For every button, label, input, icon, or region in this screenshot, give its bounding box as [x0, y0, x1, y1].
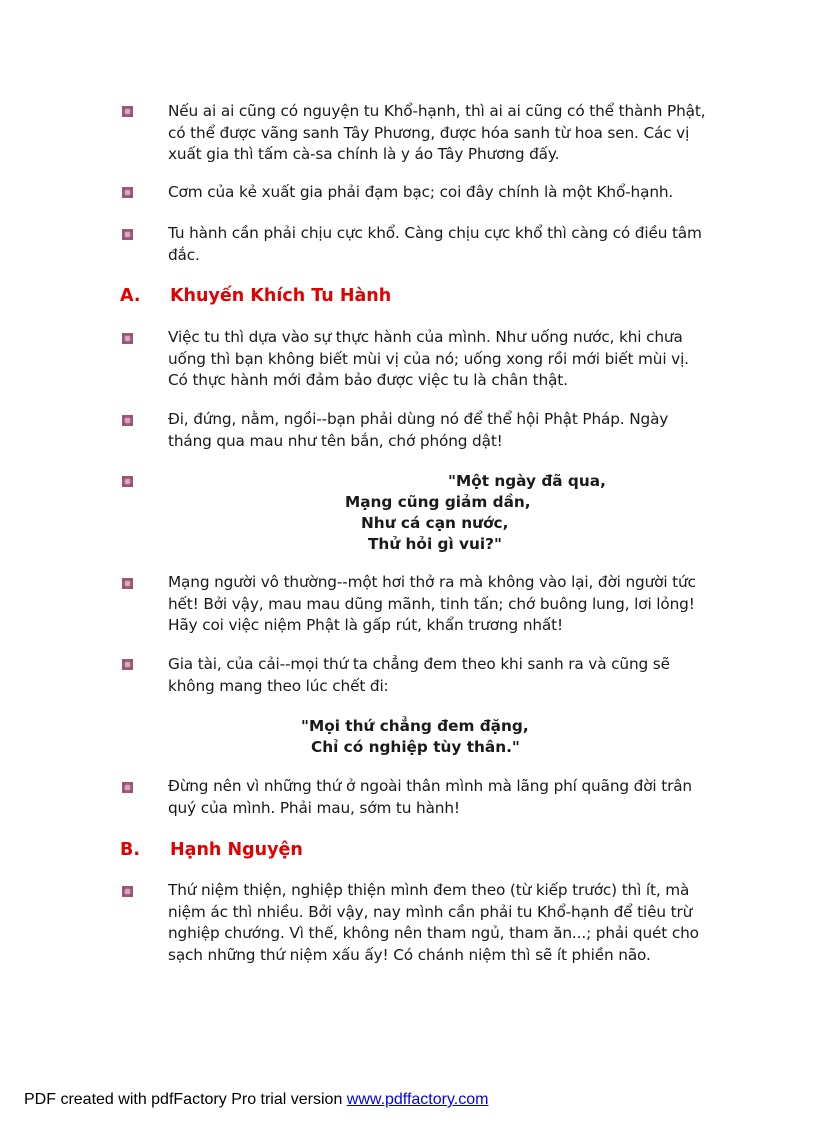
bullet-icon	[122, 187, 133, 198]
section-title: Khuyến Khích Tu Hành	[170, 286, 392, 306]
bullet-icon	[122, 886, 133, 897]
bullet-icon	[122, 415, 133, 426]
paragraph-text: Mạng người vô thường--một hơi thở ra mà không vào lại, đời người tức hết! Bởi vậy, mau mau dũng mãnh, tinh tấn; chớ buông lung, lơi lỏng! Hãy coi việc niệm Phật là gấp rút, khẩn trương nhất!	[168, 573, 696, 634]
bullet-icon	[122, 476, 133, 487]
paragraph-text: Gia tài, của cải--mọi thứ ta chẳng đem theo khi sanh ra và cũng sẽ không mang theo lúc chết đi:	[168, 655, 670, 695]
verse-line: "Mọi thứ chẳng đem đặng,	[301, 717, 529, 735]
paragraph	[168, 654, 713, 697]
paragraph	[168, 572, 713, 637]
paragraph	[168, 409, 713, 452]
bullet-icon	[122, 578, 133, 589]
bullet-icon	[122, 333, 133, 344]
paragraph	[168, 327, 713, 392]
paragraph	[168, 223, 713, 266]
section-letter: B.	[120, 840, 140, 860]
paragraph-text: Cơm của kẻ xuất gia phải đạm bạc; coi đây chính là một Khổ-hạnh.	[168, 183, 674, 201]
pdf-footer	[24, 1091, 488, 1109]
paragraph	[168, 776, 713, 819]
verse-line: Như cá cạn nước,	[361, 514, 509, 532]
bullet-icon	[122, 782, 133, 793]
bullet-icon	[122, 106, 133, 117]
paragraph	[168, 880, 713, 966]
paragraph-text: Đừng nên vì những thứ ở ngoài thân mình mà lãng phí quãng đời trân quý của mình. Phải mau, sớm tu hành!	[168, 777, 692, 817]
paragraph-text: Tu hành cần phải chịu cực khổ. Càng chịu cực khổ thì càng có điều tâm đắc.	[168, 224, 702, 264]
bullet-icon	[122, 659, 133, 670]
paragraph-text: Thứ niệm thiện, nghiệp thiện mình đem theo (từ kiếp trước) thì ít, mà niệm ác thì nhiều. Bởi vậy, nay mình cần phải tu Khổ-hạnh để tiêu trừ nghiệp chướng. Vì thế, không nên tham ngủ, tham ăn...; phải quét cho sạch những thứ niệm xấu ấy! Có chánh niệm thì sẽ ít phiền não.	[168, 881, 699, 964]
footer-text: PDF created with pdfFactory Pro trial version	[24, 1091, 347, 1108]
section-title: Hạnh Nguyện	[170, 840, 303, 860]
paragraph	[168, 182, 713, 204]
verse-line: Chỉ có nghiệp tùy thân."	[311, 738, 520, 756]
verse-line: Mạng cũng giảm dần,	[345, 493, 531, 511]
paragraph-text: Nếu ai ai cũng có nguyện tu Khổ-hạnh, thì ai ai cũng có thể thành Phật, có thể được vãng sanh Tây Phương, được hóa sanh từ hoa sen. Các vị xuất gia thì tấm cà-sa chính là y áo Tây Phương đấy.	[168, 102, 706, 163]
verse-line: Thử hỏi gì vui?"	[368, 535, 502, 553]
verse-line: "Một ngày đã qua,	[448, 472, 606, 490]
bullet-icon	[122, 229, 133, 240]
paragraph	[168, 101, 713, 166]
paragraph-text: Việc tu thì dựa vào sự thực hành của mình. Như uống nước, khi chưa uống thì bạn không biết mùi vị của nó; uống xong rồi mới biết mùi vị. Có thực hành mới đảm bảo được việc tu là chân thật.	[168, 328, 689, 389]
section-letter: A.	[120, 286, 141, 306]
paragraph-text: Đi, đứng, nằm, ngồi--bạn phải dùng nó để thể hội Phật Pháp. Ngày tháng qua mau như tên bắn, chớ phóng dật!	[168, 410, 669, 450]
footer-link[interactable]: www.pdffactory.com	[346, 1091, 489, 1108]
